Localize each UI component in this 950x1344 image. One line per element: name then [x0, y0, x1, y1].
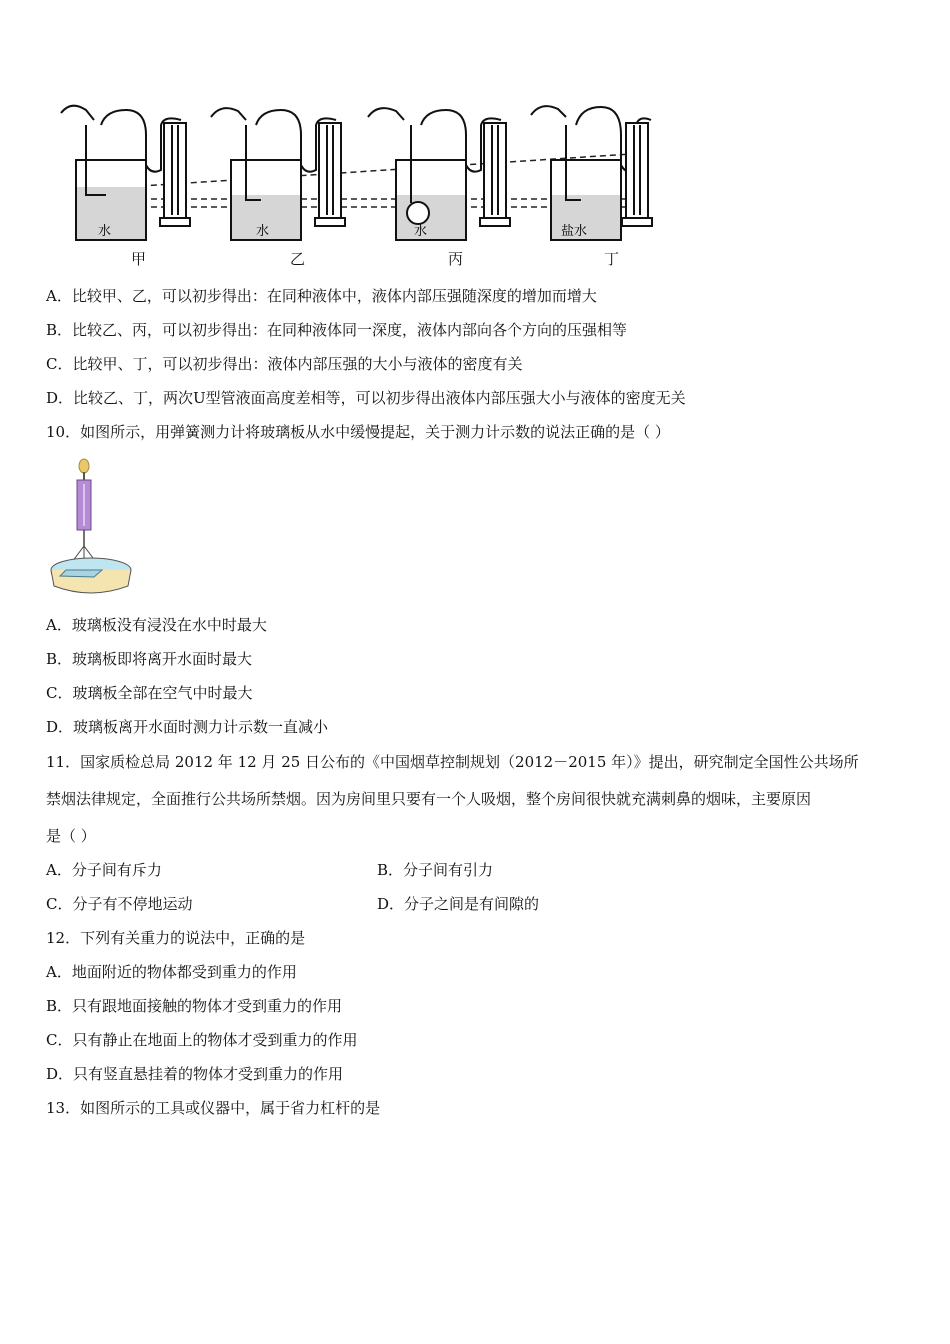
q10-option-c: C．玻璃板全部在空气中时最大	[46, 684, 253, 702]
q9-option-b: B．比较乙、丙，可以初步得出：在同种液体同一深度，液体内部向各个方向的压强相等	[46, 321, 628, 339]
q9-option-d: D．比较乙、丁，两次U型管液面高度差相等，可以初步得出液体内部压强大小与液体的密度无关	[46, 389, 686, 407]
caption-yi: 乙	[290, 250, 306, 268]
caption-bing: 丙	[448, 250, 464, 268]
q11-option-d: D．分子之间是有间隙的	[377, 895, 540, 913]
q13-stem: 13．如图所示的工具或仪器中，属于省力杠杆的是	[46, 1099, 381, 1117]
setup-yi	[211, 108, 345, 240]
q12-option-a: A．地面附近的物体都受到重力的作用	[46, 963, 297, 981]
q12-stem: 12．下列有关重力的说法中，正确的是	[46, 929, 306, 947]
beaker-label: 水	[256, 224, 270, 239]
q10-stem: 10．如图所示，用弹簧测力计将玻璃板从水中缓慢提起，关于测力计示数的说法正确的是（ ）	[46, 423, 670, 441]
caption-jia: 甲	[131, 250, 147, 268]
setup-ding	[531, 106, 652, 240]
spring-scale-figure	[46, 458, 136, 598]
q9-option-a: A．比较甲、乙，可以初步得出：在同种液体中，液体内部压强随深度的增加而增大	[46, 287, 597, 305]
beaker-label: 盐水	[561, 224, 588, 239]
q10-option-a: A．玻璃板没有浸没在水中时最大	[46, 616, 267, 634]
caption-ding: 丁	[604, 250, 620, 268]
q12-option-b: B．只有跟地面接触的物体才受到重力的作用	[46, 997, 343, 1015]
setup-bing	[368, 108, 510, 240]
setup-jia	[61, 106, 190, 240]
q11-option-c: C．分子有不停地运动	[46, 895, 193, 913]
q12-option-d: D．只有竖直悬挂着的物体才受到重力的作用	[46, 1065, 344, 1083]
q12-option-c: C．只有静止在地面上的物体才受到重力的作用	[46, 1031, 358, 1049]
pressure-experiment-figure	[46, 95, 666, 245]
q10-option-d: D．玻璃板离开水面时测力计示数一直减小	[46, 718, 329, 736]
beaker-label: 水	[414, 224, 428, 239]
q11-stem-line2: 禁烟法律规定，全面推行公共场所禁烟。因为房间里只要有一个人吸烟，整个房间很快就充满刺鼻的烟味，主要原因	[46, 790, 812, 808]
q11-option-b: B．分子间有引力	[377, 861, 494, 879]
q9-option-c: C．比较甲、丁，可以初步得出：液体内部压强的大小与液体的密度有关	[46, 355, 523, 373]
q11-stem-line3: 是（ ）	[46, 827, 96, 845]
q11-option-a: A．分子间有斥力	[46, 861, 162, 879]
beaker-label: 水	[98, 224, 112, 239]
q10-option-b: B．玻璃板即将离开水面时最大	[46, 650, 253, 668]
q11-stem-line1: 11．国家质检总局 2012 年 12 月 25 日公布的《中国烟草控制规划（2012－2015 年）》提出，研究制定全国性公共场所	[46, 753, 859, 771]
